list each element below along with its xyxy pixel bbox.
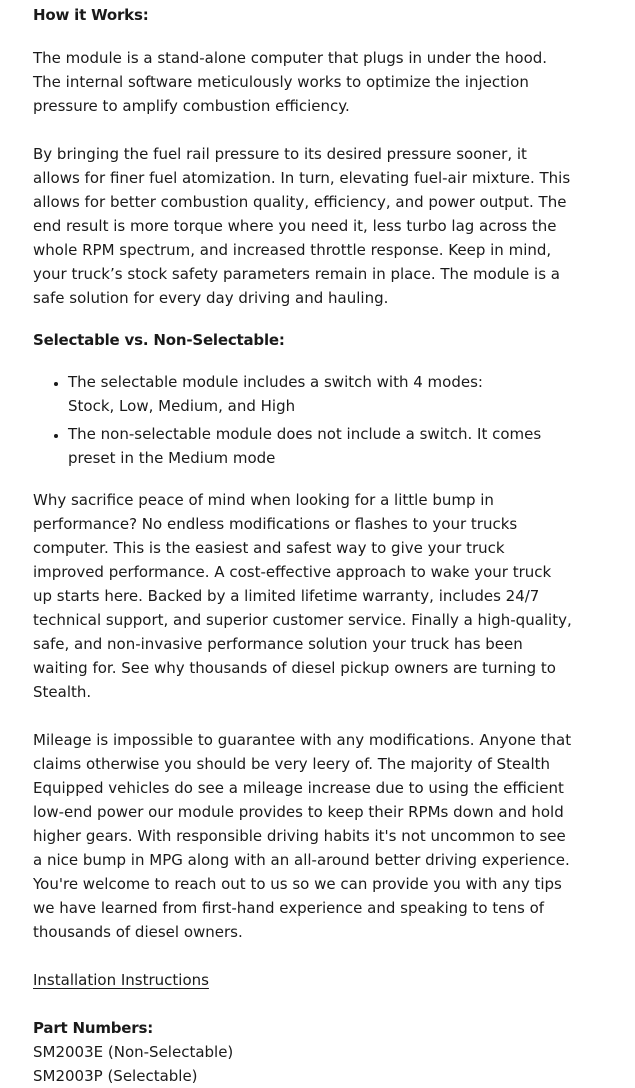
installation-instructions-link[interactable]: Installation Instructions [33,971,209,989]
selectable-heading: Selectable vs. Non-Selectable: [33,331,285,349]
product-description [33,3,573,1088]
bullet-text: The selectable module includes a switch with 4 modes: [68,373,483,391]
selectable-list-item [68,422,573,470]
how-it-works-paragraph-1: The module is a stand-alone computer that plugs in under the hood. The internal software meticulously works to optimize the injection pressure to amplify combustion efficiency. [33,49,548,115]
mileage-paragraph: Mileage is impossible to guarantee with any modifications. Anyone that claims otherwise you should be very leery of. The majority of Stealth Equipped vehicles do see a mileage increase due to using the efficient low-end power our module provides to keep their RPMs down and hold higher gears. With responsible driving habits it's not uncommon to see a nice bump in MPG along with an all-around better driving experience. You're welcome to reach out to us so we can provide you with any tips we have learned from first-hand experience and speaking to tens of thousands of diesel owners. [33,731,572,941]
part-numbers-heading: Part Numbers: [33,1019,154,1037]
why-paragraph: Why sacrifice peace of mind when looking for a little bump in performance? No endless modifications or flashes to your trucks computer. This is the easiest and safest way to give your truck improved performance. A cost-effective approach to wake your truck up starts here. Backed by a limited lifetime warranty, includes 24/7 technical support, and superior customer service. Finally a high-quality, safe, and non-invasive performance solution your truck has been waiting for. See why thousands of diesel pickup owners are turning to Stealth. [33,491,572,701]
bullet-text-continued: Stock, Low, Medium, and High [68,397,296,415]
part-number-item: SM2003P (Selectable) [33,1067,198,1085]
bullet-text: The non-selectable module does not include a switch. It comes preset in the Medium mode [68,425,542,467]
how-it-works-heading: How it Works: [33,6,149,24]
how-it-works-paragraph-2: By bringing the fuel rail pressure to its desired pressure sooner, it allows for finer fuel atomization. In turn, elevating fuel-air mixture. This allows for better combustion quality, efficiency, and power output. The end result is more torque where you need it, less turbo lag across the whole RPM spectrum, and increased throttle response. Keep in mind, your truck’s stock safety parameters remain in place. The module is a safe solution for every day driving and hauling. [33,145,571,307]
selectable-list-item [68,370,573,418]
part-number-item: SM2003E (Non-Selectable) [33,1043,234,1061]
selectable-list [33,370,573,470]
